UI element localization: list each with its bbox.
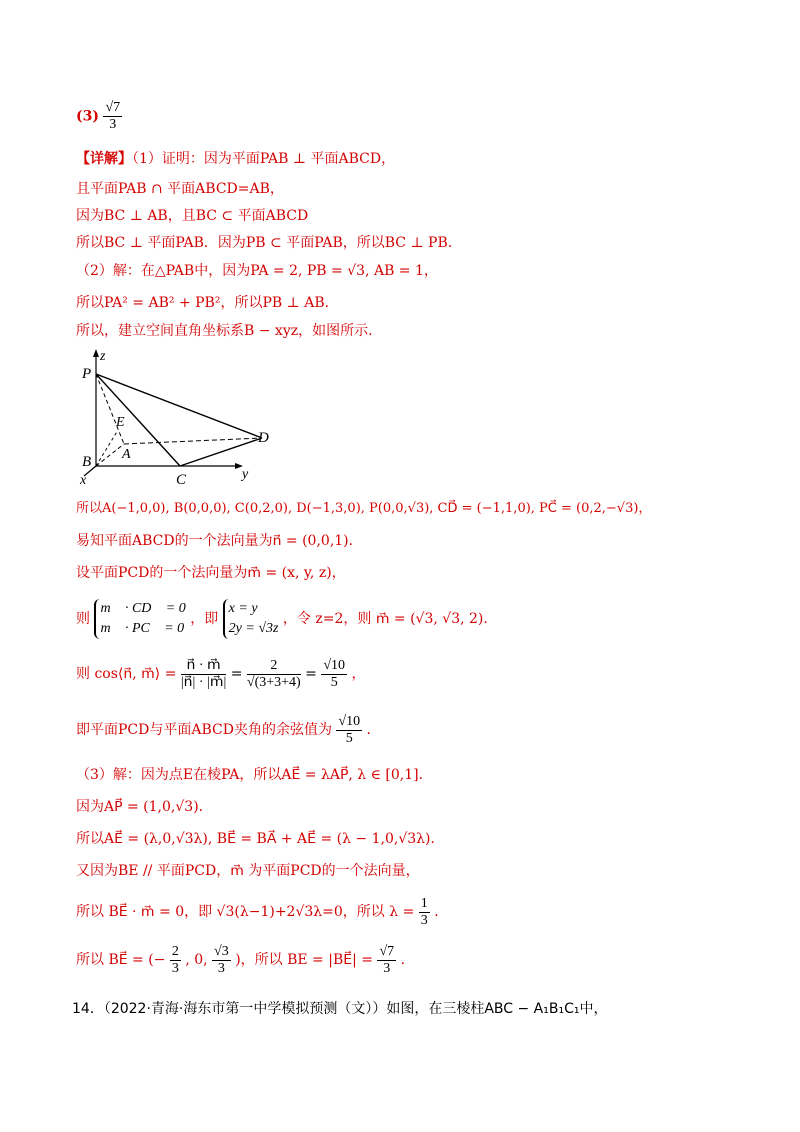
fraction-numerator: √10 — [338, 713, 361, 729]
fraction — [170, 944, 181, 977]
detail-line-7: 所以，建立空间直角坐标系B − xyz，如图所示． — [76, 323, 383, 339]
fraction-numerator: n⃗ · m⃗ — [181, 658, 226, 675]
conclusion-text: 即平面PCD与平面ABCD夹角的余弦值为 — [76, 722, 332, 738]
text: )，所以 BE = |BE⃗| = — [235, 952, 373, 968]
fraction — [321, 658, 347, 691]
fraction-numerator: √10 — [323, 657, 346, 673]
fraction-denominator: 5 — [330, 674, 338, 690]
detail-line-8: 所以A(−1,0,0), B(0,0,0), C(0,2,0), D(−1,3,0), P(0,0,√3), CD⃗ = (−1,1,0), PC⃗ = (0,2,−√3)， — [76, 501, 652, 516]
detail-line-17: 又因为BE // 平面PCD，m⃗ 为平面PCD的一个法向量， — [76, 863, 420, 879]
coordinate-figure — [76, 346, 276, 486]
detail-line-10: 设平面PCD的一个法向量为m⃗ = (x, y, z)， — [76, 565, 346, 581]
fraction-numerator: √7 — [105, 100, 121, 115]
fraction-denominator: 3 — [217, 960, 225, 976]
text-ling: ，令 z=2，则 m⃗ = (√3, √3, 2)． — [282, 611, 498, 627]
detail-line-4: 所以BC ⊥ 平面PAB．因为PB ⊂ 平面PAB，所以BC ⊥ PB． — [76, 235, 462, 251]
punct: ． — [400, 952, 415, 968]
cos-prefix: 则 cos⟨n⃗, m⃗⟩ = — [76, 666, 177, 682]
fraction — [336, 714, 362, 747]
fraction-numerator: 1 — [420, 895, 428, 911]
detail-line-12 — [76, 652, 366, 696]
detail-line-6: 所以PA² = AB² + PB²，所以PB ⊥ AB． — [76, 295, 339, 311]
fraction — [212, 944, 231, 977]
fraction-denominator: 3 — [109, 117, 117, 132]
fraction-denominator: |n⃗| · |m⃗| — [180, 674, 227, 690]
fraction — [377, 944, 396, 977]
detail-line-14: （3）解：因为点E在棱PA，所以AE⃗ = λAP⃗, λ ∈ [0,1]． — [76, 767, 433, 783]
text: , 0, — [185, 952, 208, 968]
text: 所以 BE⃗ = (− — [76, 952, 166, 968]
label-E: E — [116, 415, 125, 430]
fraction-numerator: √3 — [214, 943, 229, 959]
fraction — [181, 658, 226, 691]
detail-text: （1）证明：因为平面PAB ⊥ 平面ABCD， — [132, 151, 396, 167]
detail-tag: 【详解】 — [76, 151, 132, 167]
detail-line-18 — [76, 890, 448, 934]
text: 所以 BE⃗ · m⃗ = 0，即 √3(λ−1)+2√3λ=0，所以 λ = — [76, 904, 415, 920]
text-ze: 则 — [76, 611, 90, 627]
system-row: x = y — [228, 601, 258, 616]
detail-line-9: 易知平面ABCD的一个法向量为n⃗ = (0,0,1)． — [76, 533, 363, 549]
label-C: C — [176, 472, 187, 486]
equals: = — [230, 666, 243, 682]
detail-line-3: 因为BC ⊥ AB，且BC ⊂ 平面ABCD — [76, 208, 309, 224]
detail-line-13 — [76, 708, 381, 752]
equals: = — [305, 666, 317, 682]
system-row: 2y = √3z — [228, 621, 279, 636]
equation-system-2 — [223, 599, 279, 639]
fraction-denominator: √(3+3+4) — [246, 674, 301, 690]
label-z: z — [100, 349, 106, 364]
detail-line-5: （2）解：在△PAB中，因为PA = 2, PB = √3, AB = 1， — [76, 263, 438, 279]
label-A: A — [122, 447, 131, 462]
label-D: D — [258, 430, 269, 446]
answer-3-fraction — [103, 100, 122, 133]
answer-3-label: (3) — [76, 108, 99, 125]
fraction-numerator: 2 — [247, 658, 301, 675]
system-row: m⃗ · CD⃗ = 0 — [100, 601, 186, 616]
next-problem-line: 14．（2022·青海·海东市第一中学模拟预测（文））如图，在三棱柱ABC − A₁B₁C₁中， — [72, 1001, 608, 1017]
fraction-denominator: 3 — [383, 960, 391, 976]
fraction-denominator: 3 — [420, 912, 428, 928]
fraction — [419, 896, 430, 929]
detail-line-19 — [76, 938, 415, 982]
label-B: B — [82, 454, 92, 470]
equation-system-1 — [94, 599, 185, 639]
fraction — [247, 658, 301, 691]
detail-line-16: 所以AE⃗ = (λ,0,√3λ), BE⃗ = BA⃗ + AE⃗ = (λ − 1,0,√3λ)． — [76, 831, 445, 847]
system-row: m⃗ · PC⃗ = 0 — [100, 621, 185, 636]
detail-line-1 — [76, 150, 395, 168]
fraction-numerator: 2 — [171, 943, 179, 959]
fraction-numerator: √7 — [379, 943, 395, 959]
detail-line-2: 且平面PAB ∩ 平面ABCD=AB， — [76, 181, 284, 197]
label-x: x — [80, 473, 87, 486]
detail-line-15: 因为AP⃗ = (1,0,√3)． — [76, 799, 213, 815]
answer-3 — [76, 100, 122, 133]
text-ji: ，即 — [190, 611, 219, 627]
punct: ， — [351, 666, 366, 682]
fraction-denominator: 3 — [171, 960, 179, 976]
label-y: y — [242, 467, 249, 482]
label-P: P — [82, 366, 92, 382]
punct: ． — [434, 904, 449, 920]
punct: ． — [366, 722, 381, 738]
detail-line-11 — [76, 598, 497, 640]
fraction-denominator: 5 — [345, 730, 353, 746]
